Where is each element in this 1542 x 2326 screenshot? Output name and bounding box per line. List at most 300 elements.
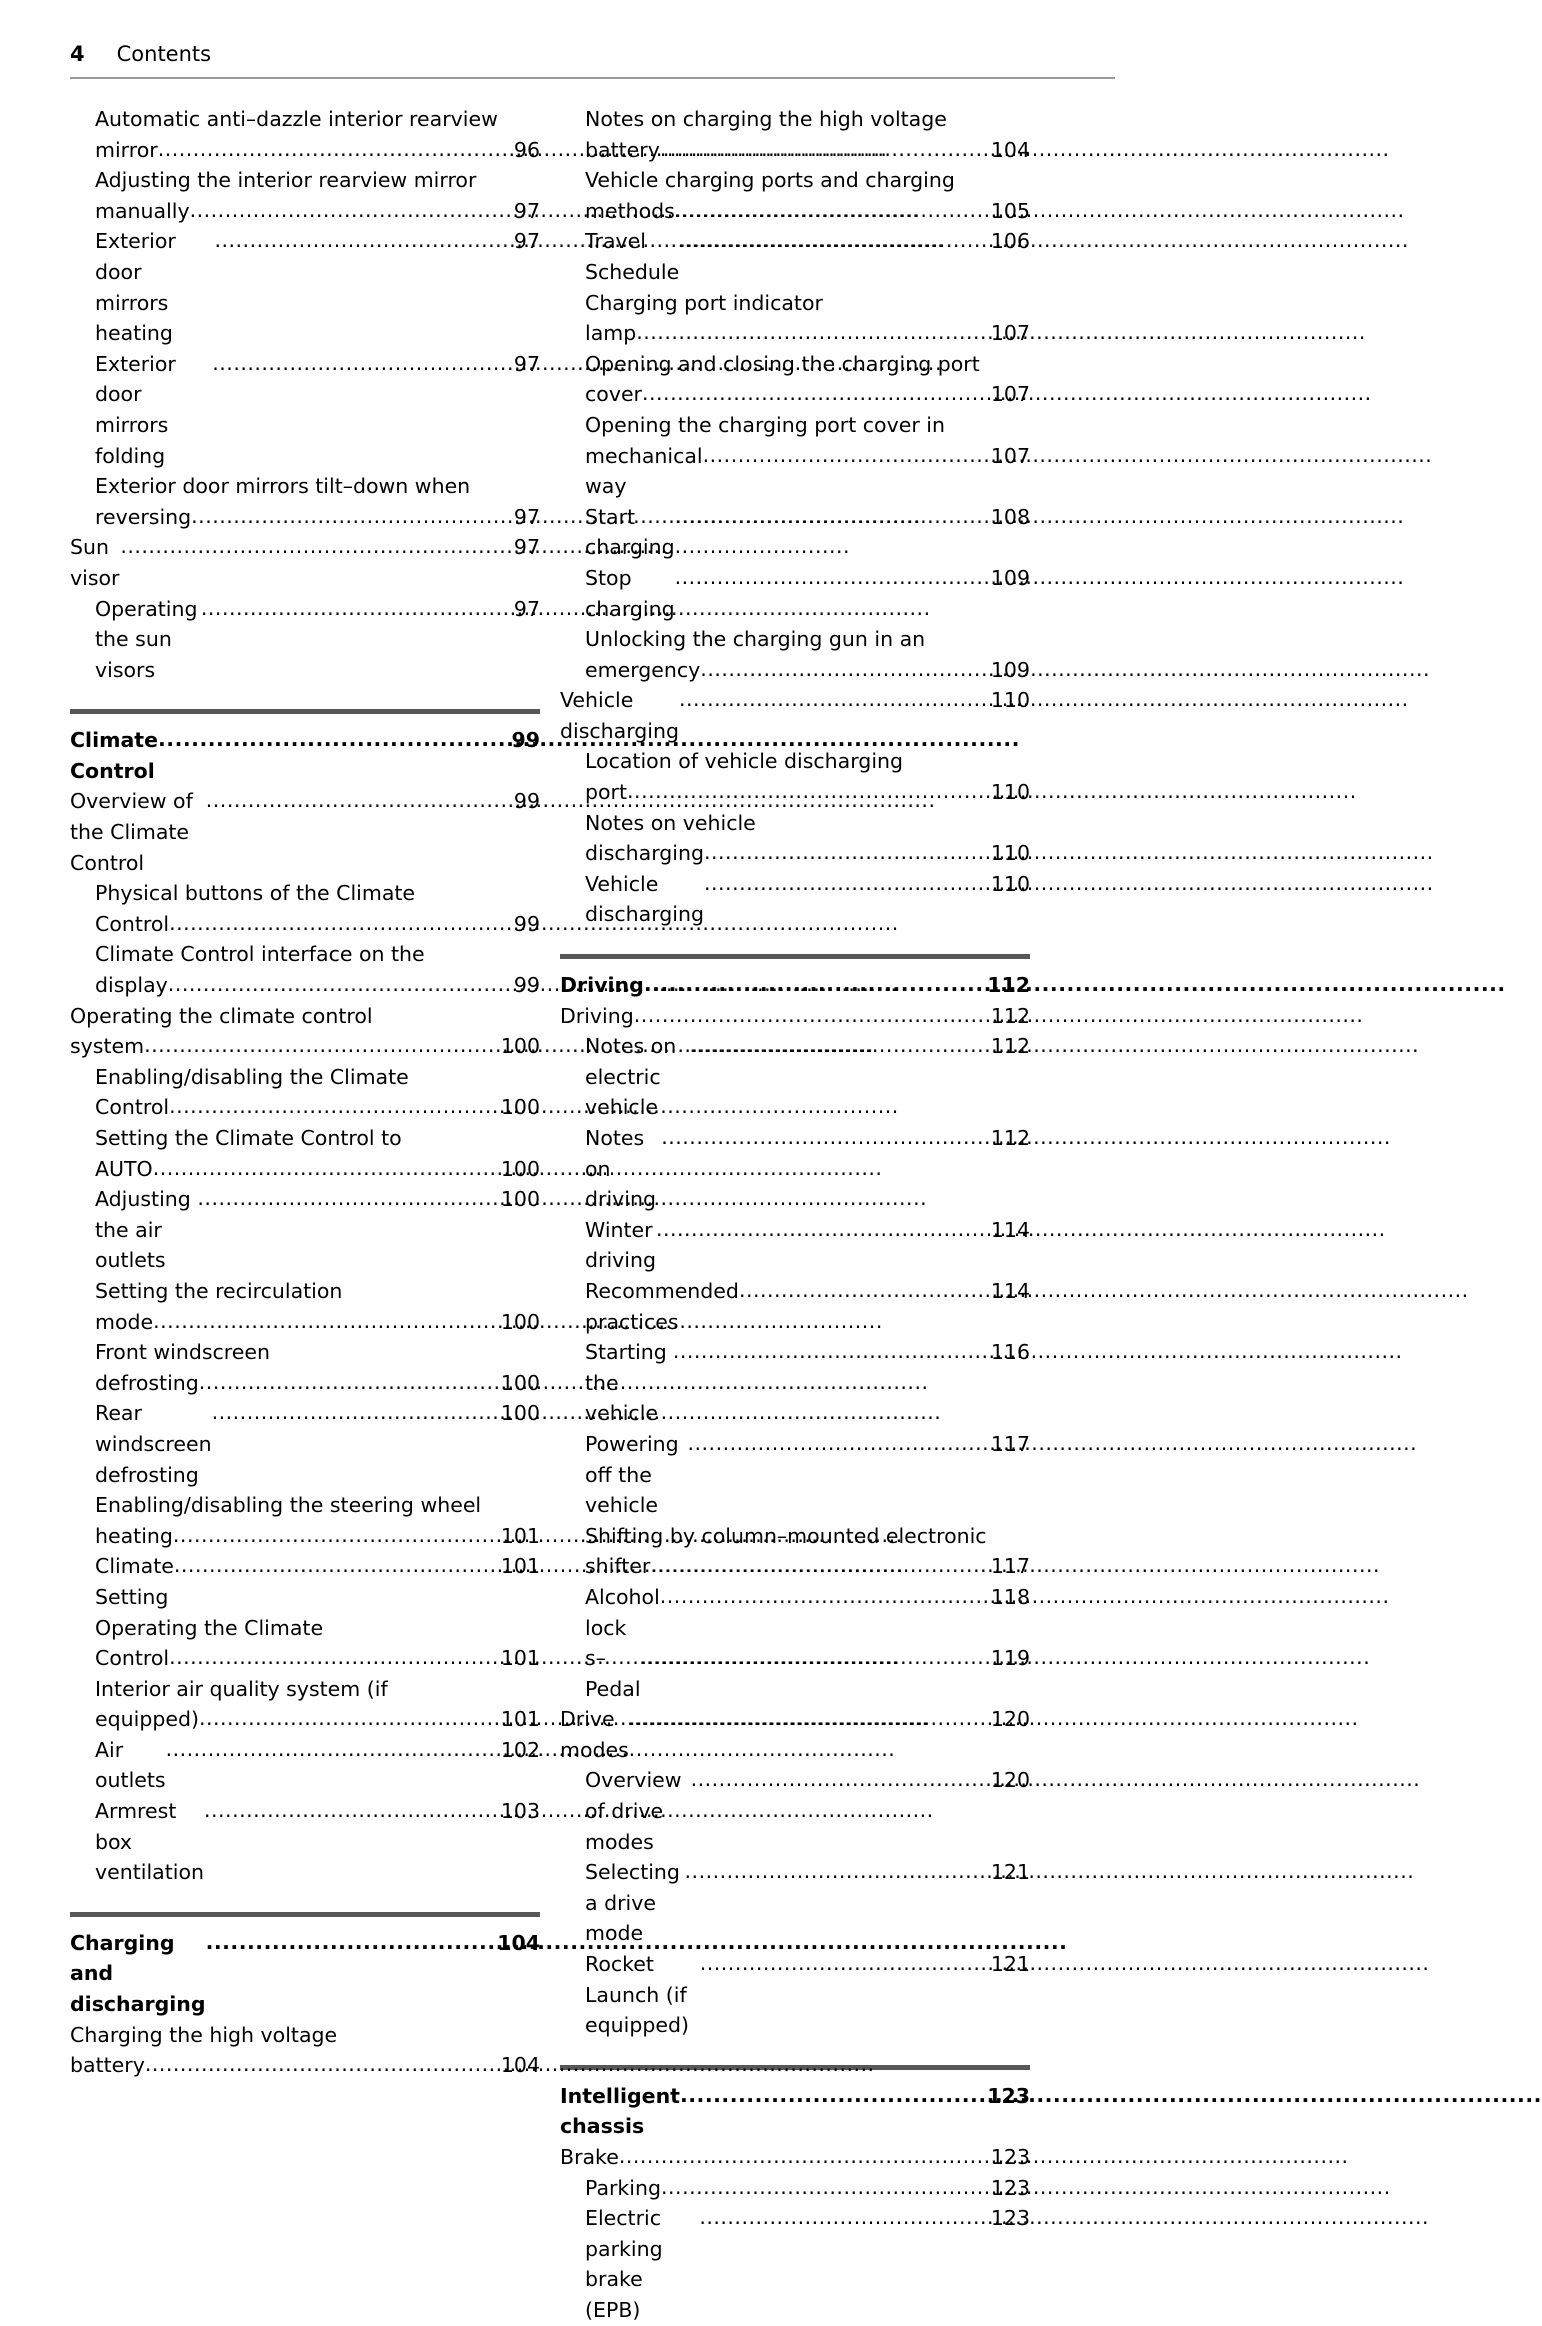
toc-entry-title: methods: [585, 198, 675, 223]
dot-leader: [145, 2049, 501, 2080]
toc-entry[interactable]: [585, 288, 1030, 349]
toc-entry[interactable]: [585, 1857, 1030, 1949]
toc-entry[interactable]: [95, 594, 540, 686]
dot-leader: [206, 785, 507, 816]
toc-entry-title: equipped): [95, 1707, 199, 1732]
toc-entry-title: Vehicle discharging: [560, 688, 679, 743]
toc-entry[interactable]: [585, 1337, 1030, 1429]
dot-leader: [642, 378, 991, 409]
toc-entry[interactable]: [95, 1551, 540, 1612]
toc-entry[interactable]: [585, 563, 1030, 624]
dot-leader: [153, 1306, 501, 1337]
toc-entry-row: [585, 1429, 1030, 1521]
dot-leader: [641, 1642, 991, 1673]
toc-page-number: 110: [990, 871, 1030, 896]
toc-entry-row: [585, 1582, 1030, 1643]
toc-section-entry[interactable]: [70, 1928, 540, 2020]
toc-entry-title: Notes on driving: [585, 1126, 656, 1212]
page-header: [70, 40, 1115, 80]
toc-entry[interactable]: [560, 2142, 1030, 2173]
toc-entry-row: [95, 1307, 540, 1338]
toc-entry-title-line1: Charging the high voltage: [70, 2022, 338, 2047]
toc-entry[interactable]: [585, 1949, 1030, 2041]
toc-entry-title: Armrest box ventilation: [95, 1799, 204, 1885]
toc-entry-title: Air outlets: [95, 1737, 166, 1793]
toc-entry-row: [95, 1521, 540, 1552]
section-divider: [70, 709, 540, 714]
toc-entry[interactable]: [95, 878, 540, 939]
dot-leader: [191, 501, 507, 532]
toc-entry-row: [95, 349, 540, 471]
toc-page-number: 116: [990, 1340, 1030, 1365]
toc-page-number: 101: [500, 1523, 540, 1548]
toc-page-number: 99: [513, 911, 540, 936]
toc-page-number: 100: [500, 1370, 540, 1395]
toc-entry[interactable]: [95, 1184, 540, 1276]
dot-leader: [688, 1428, 991, 1459]
toc-entry-title-line1: Unlocking the charging gun in an: [585, 627, 926, 652]
toc-page-number: 112: [987, 973, 1030, 998]
toc-entry-title: battery: [585, 137, 660, 162]
dot-leader: [689, 1030, 990, 1061]
toc-page-number: 119: [990, 1646, 1030, 1671]
toc-entry-title: display: [95, 973, 168, 998]
toc-entry[interactable]: [95, 1796, 540, 1888]
toc-entry[interactable]: [585, 2173, 1030, 2204]
dot-leader: [644, 969, 987, 1000]
toc-entry-title: heating: [95, 1523, 173, 1548]
toc-entry-title: Climate Control: [70, 728, 166, 783]
toc-entry[interactable]: [585, 1276, 1030, 1337]
toc-entry-title-line1: Setting the Climate Control to: [95, 1126, 402, 1150]
toc-entry[interactable]: [585, 808, 1030, 869]
dot-leader: [675, 195, 991, 226]
toc-page-number: 99: [513, 973, 540, 998]
toc-entry-row: [585, 777, 1030, 808]
toc-page-number: 100: [500, 1095, 540, 1120]
dot-leader: [703, 440, 991, 471]
toc-entry-title: Recommended practices: [585, 1278, 746, 1334]
dot-leader: [691, 1764, 991, 1795]
toc-entry-row: [95, 594, 540, 686]
toc-entry-title: reversing: [95, 504, 192, 529]
toc-entry-title: Stop charging: [585, 565, 675, 621]
toc-entry[interactable]: [95, 1674, 540, 1735]
toc-entry[interactable]: [585, 1643, 1030, 1704]
toc-entry-row: [585, 1031, 1030, 1123]
toc-entry-title-line1: Location of vehicle discharging: [585, 749, 904, 774]
toc-entry[interactable]: [95, 1123, 540, 1184]
left-column: [70, 104, 540, 2326]
toc-entry-title: Electric parking brake (EPB): [585, 2206, 670, 2322]
toc-page-number: 110: [990, 780, 1030, 805]
toc-entry-title: Charging and discharging: [70, 1930, 206, 2017]
section-divider: [560, 954, 1030, 959]
toc-entry-title: Intelligent chassis: [560, 2083, 688, 2139]
toc-page-number: 118: [990, 1584, 1030, 1609]
toc-page-number: 100: [500, 1401, 540, 1426]
dot-leader: [685, 1856, 991, 1887]
toc-page-number: 107: [990, 382, 1030, 407]
toc-page-number: 104: [990, 137, 1030, 162]
toc-page-number: 97: [513, 229, 540, 254]
dot-leader: [166, 1734, 501, 1765]
toc-entry-row: [95, 196, 540, 227]
toc-entry-row: [70, 1031, 540, 1062]
toc-entry[interactable]: [585, 104, 1030, 165]
toc-entry-title: Parking: [585, 2175, 662, 2200]
toc-entry-row: [95, 1643, 540, 1674]
toc-entry-title-line1: Notes on charging the high voltage: [585, 107, 947, 131]
toc-page-number: 101: [500, 1646, 540, 1671]
toc-page-number: 123: [990, 2175, 1030, 2200]
toc-entry-title-line1: Opening and closing the charging port: [585, 351, 980, 376]
toc-entry-row: [95, 502, 540, 533]
dot-leader: [704, 837, 991, 868]
toc-entry[interactable]: [585, 226, 1030, 287]
toc-page-number: 114: [990, 1217, 1030, 1242]
dot-leader: [634, 1000, 991, 1031]
toc-entry-title: Winter driving: [585, 1217, 660, 1273]
toc-entry[interactable]: [585, 502, 1030, 563]
toc-page-number: 97: [513, 198, 540, 223]
toc-page-number: 107: [990, 321, 1030, 346]
dot-leader: [660, 134, 991, 165]
toc-entry-row: [585, 318, 1030, 349]
toc-entry[interactable]: [585, 1031, 1030, 1123]
toc-entry-title: Overview of drive modes: [585, 1768, 689, 1854]
toc-entry-title: discharging: [585, 841, 704, 866]
toc-entry[interactable]: [95, 1735, 540, 1796]
dot-leader: [699, 2202, 991, 2233]
toc-entry-title: Travel Schedule: [585, 229, 680, 284]
toc-entry[interactable]: [585, 165, 1030, 226]
dot-leader: [169, 1642, 501, 1673]
toc-entry-row: [560, 2142, 1030, 2173]
toc-entry-row: [585, 379, 1030, 410]
toc-entry[interactable]: [585, 746, 1030, 807]
toc-entry-row: [560, 2081, 1030, 2142]
toc-page-number: 112: [990, 1126, 1030, 1150]
toc-entry-title: Control: [95, 1646, 170, 1671]
toc-entry-title-line1: Exterior door mirrors tilt–down when: [95, 474, 471, 499]
toc-entry-title: Starting the vehicle: [585, 1340, 674, 1426]
toc-entry-title: Control: [95, 911, 170, 936]
dot-leader: [700, 654, 991, 685]
toc-page-number: 100: [500, 1309, 540, 1334]
toc-entry-row: [585, 1215, 1030, 1276]
toc-entry-title-line1: Adjusting the interior rearview mirror: [95, 168, 477, 193]
toc-entry-row: [585, 655, 1030, 686]
toc-entry-row: [95, 1551, 540, 1612]
toc-entry-title-line1: Enabling/disabling the steering wheel: [95, 1493, 482, 1518]
dot-leader: [673, 1336, 991, 1367]
toc-entry-title: Vehicle discharging: [585, 871, 704, 927]
toc-entry[interactable]: [70, 2020, 540, 2081]
toc-page-number: 117: [990, 1554, 1030, 1579]
toc-entry-title: shifter: [585, 1554, 651, 1579]
toc-entry-title-line1: Enabling/disabling the Climate: [95, 1064, 409, 1089]
toc-section-entry[interactable]: [560, 2081, 1030, 2142]
dot-leader: [153, 1153, 501, 1184]
toc-entry[interactable]: [95, 939, 540, 1000]
right-column: [560, 104, 1030, 2326]
toc-entry-title: AUTO: [95, 1156, 153, 1181]
toc-entry-title: Control: [95, 1095, 170, 1120]
toc-entry-title-line1: Automatic anti–dazzle interior rearview: [95, 107, 498, 131]
toc-entry-title-line1: Setting the recirculation: [95, 1278, 343, 1303]
toc-page-number: 101: [500, 1707, 540, 1732]
toc-entry[interactable]: [585, 1123, 1030, 1215]
toc-entry-title: Operating the sun visors: [95, 596, 205, 682]
toc-entry-row: [585, 1276, 1030, 1337]
toc-entry[interactable]: [585, 1521, 1030, 1582]
toc-entry-title-line1: Notes on vehicle: [585, 810, 756, 835]
toc-page-number: 97: [513, 535, 540, 560]
toc-entry[interactable]: [95, 471, 540, 532]
toc-entry-row: [585, 869, 1030, 930]
dot-leader: [739, 1275, 991, 1306]
toc-entry-title: Climate Setting: [95, 1554, 181, 1609]
toc-entry-row: [70, 725, 540, 786]
dot-leader: [660, 1581, 991, 1612]
toc-entry-row: [585, 502, 1030, 563]
dot-leader: [169, 1091, 501, 1122]
toc-page-number: 100: [500, 1034, 540, 1059]
toc-page-number: 97: [513, 596, 540, 621]
toc-entry[interactable]: [585, 2203, 1030, 2325]
dot-leader: [158, 724, 504, 755]
toc-entry-title-line1: Vehicle charging ports and charging: [585, 168, 955, 193]
toc-entry-row: [95, 1184, 540, 1276]
toc-page-number: 103: [500, 1799, 540, 1824]
toc-entry[interactable]: [95, 1398, 540, 1490]
toc-entry-title: Rear windscreen defrosting: [95, 1401, 219, 1487]
toc-page-number: 123: [987, 2083, 1030, 2108]
toc-page-number: 99: [511, 728, 540, 753]
toc-entry-title: Start charging: [585, 504, 675, 560]
dot-leader: [206, 1927, 498, 1958]
dot-leader: [704, 868, 991, 899]
toc-entry-title-line1: Shifting by column–mounted electronic: [585, 1523, 987, 1548]
toc-page-number: 101: [500, 1554, 540, 1579]
toc-entry-title: mode: [95, 1309, 154, 1334]
toc-entry[interactable]: [560, 1704, 1030, 1765]
toc-columns: [0, 104, 1200, 2326]
toc-entry[interactable]: [560, 685, 1030, 746]
toc-entry-title: Overview of the Climate Control: [70, 789, 200, 875]
dot-leader: [629, 1703, 991, 1734]
toc-entry-title: Powering off the vehicle: [585, 1431, 686, 1518]
dot-leader: [168, 969, 507, 1000]
toc-entry-title: Driving: [560, 1003, 634, 1028]
dot-leader: [197, 1183, 500, 1214]
toc-page-number: 107: [990, 443, 1030, 468]
toc-entry[interactable]: [95, 226, 540, 348]
toc-page-number: 110: [990, 841, 1030, 866]
toc-entry-title: Adjusting the air outlets: [95, 1187, 198, 1273]
toc-entry[interactable]: [95, 1062, 540, 1123]
toc-entry-row: [70, 786, 540, 878]
page-title: Contents: [116, 42, 212, 66]
toc-entry-row: [585, 1123, 1030, 1215]
toc-entry[interactable]: [70, 786, 540, 878]
toc-entry[interactable]: [95, 1490, 540, 1551]
toc-entry-row: [585, 2173, 1030, 2204]
toc-entry-title: Notes on electric vehicle: [585, 1034, 683, 1120]
toc-entry-row: [95, 226, 540, 348]
toc-entry-row: [560, 685, 1030, 746]
toc-page-number: 97: [513, 351, 540, 376]
toc-page-number: 106: [990, 229, 1030, 254]
toc-entry-row: [70, 2050, 540, 2081]
dot-leader: [679, 684, 991, 715]
toc-entry-title: manually: [95, 198, 190, 223]
toc-page-number: 117: [990, 1431, 1030, 1456]
toc-page-number: 114: [990, 1278, 1030, 1303]
dot-leader: [212, 1397, 501, 1428]
toc-entry-row: [585, 196, 1030, 227]
dot-leader: [679, 225, 991, 256]
toc-entry-title-line1: Interior air quality system (if: [95, 1676, 388, 1701]
toc-entry-title: Exterior door mirrors folding: [95, 351, 183, 468]
toc-page-number: 123: [990, 2206, 1030, 2231]
toc-entry[interactable]: [585, 410, 1030, 502]
toc-entry[interactable]: [70, 532, 540, 593]
toc-entry-title-line1: Opening the charging port cover in: [585, 412, 945, 437]
toc-page-number: 109: [990, 565, 1030, 590]
toc-entry[interactable]: [585, 1215, 1030, 1276]
toc-entry-title: mirror: [95, 137, 158, 162]
toc-page-number: 102: [500, 1737, 540, 1762]
toc-entry[interactable]: [585, 869, 1030, 930]
toc-entry-title: Brake: [560, 2145, 619, 2169]
toc-entry[interactable]: [70, 1001, 540, 1062]
toc-entry-row: [95, 1368, 540, 1399]
toc-entry-row: [585, 1643, 1030, 1704]
toc-entry-row: [95, 1398, 540, 1490]
dot-leader: [214, 225, 506, 256]
dot-leader: [204, 1795, 501, 1826]
dot-leader: [201, 593, 507, 624]
toc-entry-title: cover: [585, 382, 642, 407]
dot-leader: [190, 195, 507, 226]
dot-leader: [656, 1214, 991, 1245]
toc-section-entry[interactable]: [70, 725, 540, 786]
toc-entry-title: Drive modes: [560, 1707, 629, 1762]
toc-entry-title: emergency: [585, 657, 701, 682]
toc-entry-title: Alcohol lock: [585, 1584, 667, 1640]
toc-section-entry[interactable]: [560, 970, 1030, 1001]
dot-leader: [199, 1703, 501, 1734]
dot-leader: [212, 348, 507, 379]
toc-page-number: 112: [990, 1034, 1030, 1059]
toc-page-number: 108: [990, 504, 1030, 529]
toc-page-number: 99: [513, 789, 540, 814]
toc-entry-row: [95, 1092, 540, 1123]
toc-page-number: 104: [500, 2053, 540, 2078]
toc-entry[interactable]: [95, 349, 540, 471]
toc-entry-row: [585, 1857, 1030, 1949]
toc-entry-title-line1: Front windscreen: [95, 1340, 270, 1365]
toc-page-number: 100: [500, 1156, 540, 1181]
toc-entry-row: [585, 838, 1030, 869]
toc-entry-row: [585, 226, 1030, 287]
toc-entry-row: [70, 1928, 540, 2020]
toc-entry-row: [95, 909, 540, 940]
dot-leader: [675, 501, 991, 532]
toc-entry[interactable]: [585, 1765, 1030, 1857]
dot-leader: [158, 134, 507, 165]
toc-entry-row: [95, 970, 540, 1001]
toc-entry-row: [95, 135, 540, 166]
toc-entry[interactable]: [585, 1429, 1030, 1521]
toc-entry-row: [585, 563, 1030, 624]
toc-entry-row: [560, 1704, 1030, 1765]
toc-entry-row: [585, 2203, 1030, 2325]
dot-leader: [169, 908, 507, 939]
toc-entry-row: [95, 1704, 540, 1735]
toc-entry[interactable]: [95, 1337, 540, 1398]
toc-entry[interactable]: [95, 1613, 540, 1674]
dot-leader: [174, 1550, 501, 1581]
toc-entry-title: Driving: [560, 973, 644, 998]
toc-page-number: 121: [990, 1860, 1030, 1885]
dot-leader: [619, 2141, 991, 2172]
toc-entry-row: [585, 1551, 1030, 1582]
toc-page-number: 120: [990, 1707, 1030, 1732]
toc-page-number: 123: [990, 2145, 1030, 2169]
toc-entry-row: [585, 1949, 1030, 2041]
toc-page-number: 96: [513, 137, 540, 162]
toc-entry-title-line1: Physical buttons of the Climate: [95, 881, 416, 906]
toc-entry-title: Exterior door mirrors heating: [95, 229, 183, 346]
toc-entry[interactable]: [585, 349, 1030, 410]
header-divider: [70, 77, 1115, 79]
toc-page-number: 104: [497, 1930, 540, 1955]
toc-page-number: 121: [990, 1952, 1030, 1977]
dot-leader: [627, 776, 991, 807]
toc-entry-title: Sun visor: [70, 535, 120, 590]
toc-entry[interactable]: [585, 624, 1030, 685]
dot-leader: [173, 1520, 501, 1551]
dot-leader: [144, 1030, 501, 1061]
toc-entry-title-line1: Climate Control interface on the: [95, 942, 425, 967]
toc-entry-row: [95, 1154, 540, 1185]
toc-entry-row: [95, 1796, 540, 1888]
toc-page-number: 120: [990, 1768, 1030, 1793]
toc-entry-row: [585, 1337, 1030, 1429]
toc-entry-title: Rocket Launch (if equipped): [585, 1952, 694, 2038]
toc-entry[interactable]: [95, 1276, 540, 1337]
toc-entry-title-line1: Charging port indicator: [585, 290, 823, 315]
toc-page-number: 105: [990, 198, 1030, 223]
toc-entry[interactable]: [560, 1001, 1030, 1032]
dot-leader: [661, 1122, 991, 1153]
toc-entry-title: s–Pedal: [585, 1646, 641, 1701]
toc-entry-title: Selecting a drive mode: [585, 1860, 687, 1946]
toc-page-number: 112: [990, 1003, 1030, 1028]
toc-entry-row: [95, 1735, 540, 1796]
toc-entry[interactable]: [585, 1582, 1030, 1643]
toc-entry[interactable]: [95, 165, 540, 226]
dot-leader: [636, 317, 991, 348]
toc-page-number: 109: [990, 657, 1030, 682]
page-number-folio: 4: [70, 42, 85, 66]
section-divider: [70, 1912, 540, 1917]
toc-entry[interactable]: [95, 104, 540, 165]
toc-entry-title: system: [70, 1034, 145, 1059]
